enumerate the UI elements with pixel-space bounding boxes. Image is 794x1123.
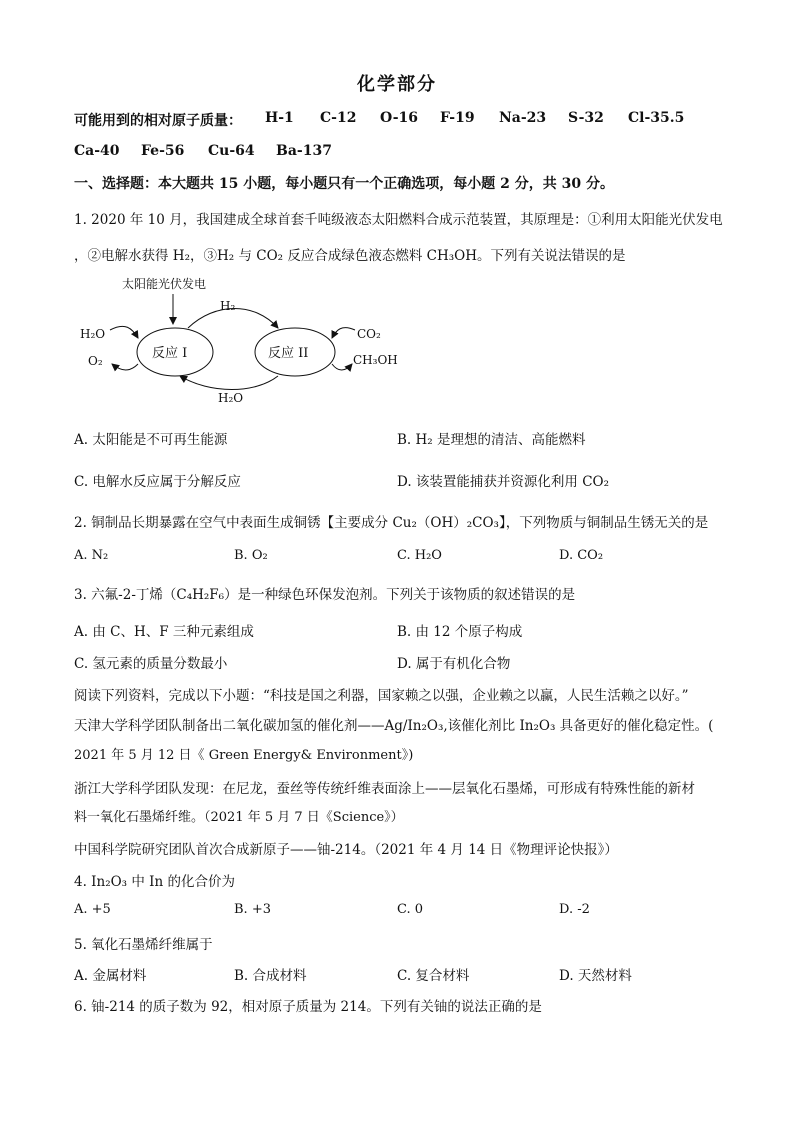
reaction1-label: 反应 I (152, 346, 188, 361)
atomic-mass-na: Na-23 (499, 110, 547, 126)
q3-option-c: C. 氢元素的质量分数最小 (74, 656, 228, 672)
q2-option-c: C. H₂O (397, 548, 442, 563)
q4-option-d: D. -2 (559, 902, 590, 917)
reading-p3: 中国科学院研究团队首次合成新原子——铀-214。（2021 年 4 月 14 日《物理评论快报》） (74, 842, 618, 858)
q2-option-a: A. N₂ (74, 548, 109, 563)
atomic-mass-c: C-12 (320, 110, 357, 126)
reading-p2-line1: 浙江大学科学团队发现：在尼龙，蚕丝等传统纤维表面涂上——层氧化石墨烯，可形成有特殊性能的新材 (74, 781, 695, 797)
atomic-mass-h: H-1 (265, 110, 294, 126)
reading-p2-line2: 料一氧化石墨烯纤维。（2021 年 5 月 7 日《Science》） (74, 810, 404, 825)
q1-stem-line1: 1. 2020 年 10 月，我国建成全球首套千吨级液态太阳燃料合成示范装置，其原理是：①利用太阳能光伏发电 (74, 212, 723, 228)
q3-option-b: B. 由 12 个原子构成 (397, 624, 523, 640)
reading-p1-line1: 天津大学科学团队制备出二氧化碳加氢的催化剂——Ag/In₂O₃,该催化剂比 In₂O₃ 具备更好的催化稳定性。( (74, 718, 714, 734)
diagram-h2-label: H₂ (220, 299, 236, 313)
diagram-co2-label: CO₂ (357, 327, 381, 341)
reaction-diagram (70, 272, 430, 412)
atomic-mass-f: F-19 (440, 110, 475, 126)
atomic-mass-cu: Cu-64 (208, 143, 255, 159)
q4-option-b: B. +3 (234, 902, 271, 917)
q4-option-c: C. 0 (397, 902, 424, 917)
q2-stem: 2. 铜制品长期暴露在空气中表面生成铜锈【主要成分 Cu₂（OH）₂CO₃】，下列物质与铜制品生锈无关的是 (74, 515, 709, 531)
q3-option-a: A. 由 C、H、F 三种元素组成 (74, 624, 254, 640)
h2o-back-arrow (180, 376, 278, 390)
q3-option-d: D. 属于有机化合物 (397, 656, 511, 672)
q2-option-b: B. O₂ (234, 548, 268, 563)
atomic-mass-ba: Ba-137 (276, 143, 332, 159)
diagram-o2-label: O₂ (88, 354, 103, 368)
page-title: 化学部分 (357, 74, 437, 95)
atomic-mass-ca: Ca-40 (74, 143, 120, 159)
q1-option-a: A. 太阳能是不可再生能源 (74, 432, 228, 448)
q5-option-a: A. 金属材料 (74, 968, 147, 984)
co2-in-arrow (332, 328, 355, 338)
o2-out-arrow (112, 364, 138, 370)
q5-stem: 5. 氧化石墨烯纤维属于 (74, 937, 213, 953)
q2-option-d: D. CO₂ (559, 548, 604, 563)
atomic-mass-label: 可能用到的相对原子质量： (74, 113, 242, 129)
reading-intro: 阅读下列资料，完成以下小题：“科技是国之利器，国家赖之以强，企业赖之以赢，人民生活赖之以好。” (74, 688, 689, 704)
q1-option-b: B. H₂ 是理想的清洁、高能燃料 (397, 432, 586, 448)
atomic-mass-cl: Cl-35.5 (628, 110, 685, 126)
reading-p1-line2: 2021 年 5 月 12 日《 Green Energy& Environment》) (74, 748, 414, 763)
h2o-in-arrow (110, 326, 138, 338)
q5-option-c: C. 复合材料 (397, 968, 470, 984)
reaction2-label: 反应 II (268, 346, 309, 361)
diagram-h2o-in-label: H₂O (80, 327, 106, 341)
diagram-ch3oh-label: CH₃OH (353, 353, 398, 367)
q6-stem: 6. 铀-214 的质子数为 92，相对原子质量为 214。下列有关铀的说法正确的是 (74, 999, 542, 1015)
diagram-h2o-back-label: H₂O (218, 391, 244, 405)
diagram-solar-label: 太阳能光伏发电 (122, 277, 207, 291)
atomic-mass-fe: Fe-56 (141, 143, 185, 159)
q1-option-c: C. 电解水反应属于分解反应 (74, 474, 241, 490)
q5-option-b: B. 合成材料 (234, 968, 307, 984)
ch3oh-out-arrow (332, 364, 352, 370)
q4-stem: 4. In₂O₃ 中 In 的化合价为 (74, 874, 235, 890)
q3-stem: 3. 六氟-2-丁烯（C₄H₂F₆）是一种绿色环保发泡剂。下列关于该物质的叙述错误的是 (74, 587, 576, 603)
atomic-mass-s: S-32 (568, 110, 604, 126)
q1-option-d: D. 该装置能捕获并资源化利用 CO₂ (397, 474, 610, 490)
q1-stem-line2: ，②电解水获得 H₂，③H₂ 与 CO₂ 反应合成绿色液态燃料 CH₃OH。下列有关说法错误的是 (74, 248, 626, 264)
atomic-mass-o: O-16 (380, 110, 419, 126)
section-header: 一、选择题：本大题共 15 小题，每小题只有一个正确选项，每小题 2 分，共 30 分。 (74, 176, 614, 192)
q5-option-d: D. 天然材料 (559, 968, 632, 984)
q4-option-a: A. +5 (74, 902, 111, 917)
